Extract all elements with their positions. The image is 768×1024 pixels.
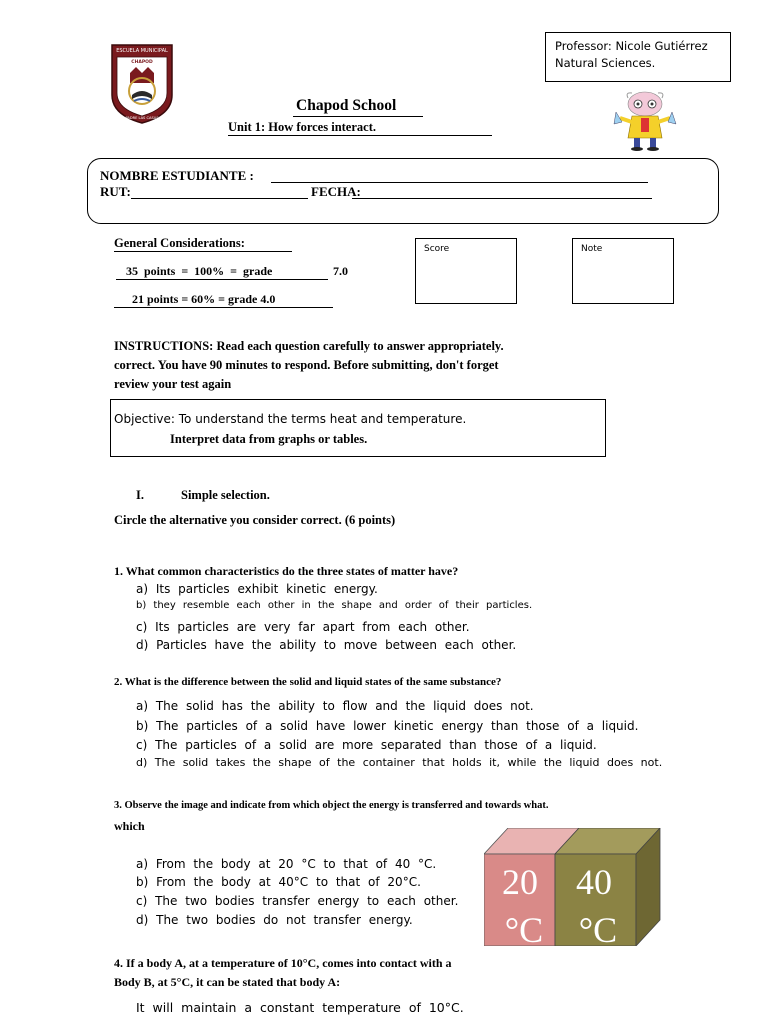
- question-2-option-b[interactable]: b) The particles of a solid have lower kinetic energy than those of a liquid.: [136, 719, 639, 733]
- section-instruction: Circle the alternative you consider correct. (6 points): [114, 513, 396, 527]
- instructions-line-2: correct. You have 90 minutes to respond. Before submitting, don't forget: [114, 358, 499, 372]
- logo-text-mid: CHAPOD: [131, 60, 153, 65]
- grading-scale-row-1: 35 points = 100% = grade: [126, 264, 273, 278]
- right-block-label-number: 40: [576, 862, 612, 902]
- instructions-line-1: INSTRUCTIONS: Read each question carefully to answer appropriately.: [114, 339, 504, 353]
- section-title: Simple selection.: [181, 488, 270, 502]
- question-4-text-line-1: 4. If a body A, at a temperature of 10°C, comes into contact with a: [114, 956, 452, 970]
- score-box[interactable]: [415, 238, 517, 304]
- unit-title-underline: [228, 135, 492, 136]
- grading-scale-row-1-grade: 7.0: [333, 264, 348, 278]
- grading-scale-row-2-underline: [114, 307, 333, 308]
- question-4-option-a[interactable]: It will maintain a constant temperature of 10°C.: [136, 1000, 464, 1015]
- temperature-blocks-image: [484, 828, 662, 946]
- grading-scale-row-1-underline: [116, 279, 328, 280]
- rut-field[interactable]: [131, 184, 308, 199]
- right-block-label-unit: °C: [578, 910, 618, 946]
- question-3-option-d[interactable]: d) The two bodies do not transfer energy.: [136, 913, 413, 927]
- general-considerations-underline: [114, 251, 292, 252]
- question-2-option-d[interactable]: d) The solid takes the shape of the container that holds it, while the liquid does not.: [136, 756, 663, 769]
- section-number: I.: [136, 488, 144, 502]
- score-label: Score: [424, 244, 450, 254]
- objective-line-1: Objective: To understand the terms heat and temperature.: [114, 412, 467, 426]
- school-name-underline: [293, 116, 423, 117]
- note-label: Note: [581, 244, 603, 254]
- date-field[interactable]: [352, 184, 652, 199]
- professor-info-box: [545, 32, 731, 82]
- instructions-line-3: review your test again: [114, 377, 232, 391]
- left-block-label-unit: °C: [504, 910, 544, 946]
- date-label: FECHA:: [311, 184, 361, 199]
- rut-label: RUT:: [100, 184, 131, 199]
- left-block-label-number: 20: [502, 862, 538, 902]
- unit-title: Unit 1: How forces interact.: [228, 120, 376, 134]
- grading-scale-row-2: 21 points = 60% = grade 4.0: [132, 292, 276, 306]
- question-2-text: 2. What is the difference between the solid and liquid states of the same substance?: [114, 676, 502, 688]
- question-3-text: 3. Observe the image and indicate from which object the energy is transferred and towards what.: [114, 800, 549, 811]
- question-1-text: 1. What common characteristics do the three states of matter have?: [114, 564, 459, 578]
- professor-name: Professor: Nicole Gutiérrez: [555, 39, 708, 53]
- question-3-option-a[interactable]: a) From the body at 20 °C to that of 40 °C.: [136, 857, 437, 871]
- scientist-mascot-illustration: [610, 88, 680, 152]
- question-2-option-c[interactable]: c) The particles of a solid are more separated than those of a liquid.: [136, 738, 597, 752]
- logo-text-top: ESCUELA MUNICIPAL: [116, 48, 168, 54]
- logo-text-bottom: PADRE LAS CASAS: [125, 116, 159, 120]
- question-3-option-b[interactable]: b) From the body at 40°C to that of 20°C.: [136, 875, 421, 889]
- school-name: Chapod School: [296, 97, 397, 114]
- question-1-option-a[interactable]: a) Its particles exhibit kinetic energy.: [136, 582, 378, 596]
- general-considerations-title: General Considerations:: [114, 236, 245, 250]
- objective-line-2: Interpret data from graphs or tables.: [170, 432, 368, 446]
- question-1-option-d[interactable]: d) Particles have the ability to move between each other.: [136, 638, 517, 652]
- instructions-block: [114, 337, 566, 394]
- note-box[interactable]: [572, 238, 674, 304]
- question-3-option-c[interactable]: c) The two bodies transfer energy to each other.: [136, 894, 459, 908]
- question-3-text-continued: which: [114, 819, 145, 833]
- student-name-field[interactable]: [271, 168, 648, 183]
- school-logo: [108, 43, 176, 125]
- subject-name: Natural Sciences.: [555, 56, 656, 70]
- question-1-option-b[interactable]: b) they resemble each other in the shape and order of their particles.: [136, 600, 533, 611]
- student-name-label: NOMBRE ESTUDIANTE :: [100, 168, 254, 183]
- objective-box: [110, 399, 606, 457]
- question-2-option-a[interactable]: a) The solid has the ability to flow and the liquid does not.: [136, 699, 534, 713]
- question-4-text-line-2: Body B, at 5°C, it can be stated that body A:: [114, 975, 341, 989]
- question-1-option-c[interactable]: c) Its particles are very far apart from each other.: [136, 620, 470, 634]
